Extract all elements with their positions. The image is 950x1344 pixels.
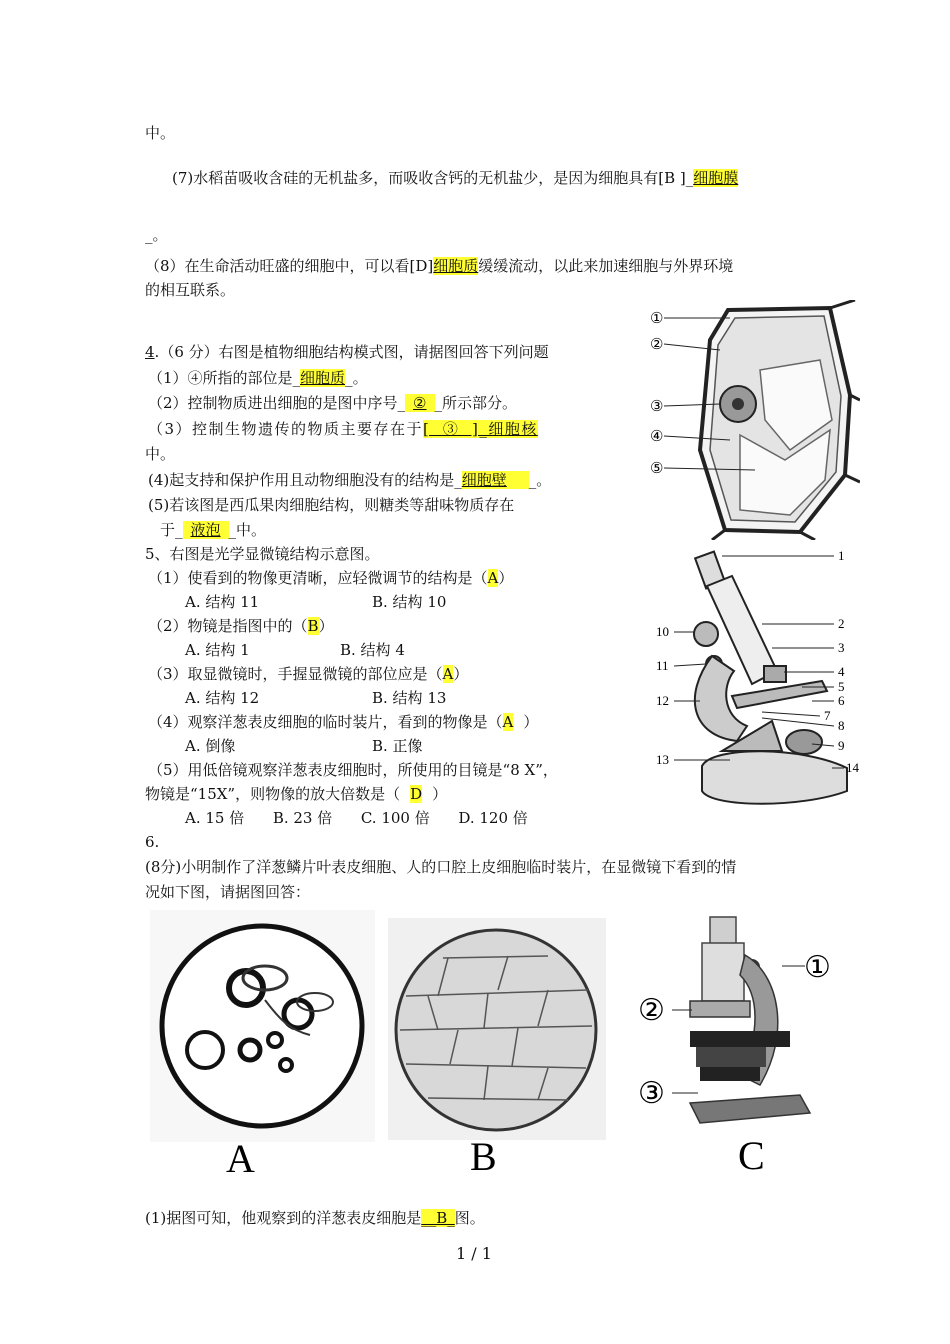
q5-s1-post: ） (498, 569, 514, 587)
q5-s4-post: ） (523, 713, 539, 731)
q5-s1-opt-b: B. 结构 10 (372, 593, 447, 611)
q4-s3-answer: [ ③ ]_细胞核 (423, 420, 538, 438)
q6-s1 (145, 1208, 485, 1228)
scope-label-9: 9 (838, 738, 845, 753)
q4-head-text: .（6 分）右图是植物细胞结构模式图，请据图回答下列问题 (154, 343, 549, 361)
q5-s4-opt-b: B. 正像 (372, 737, 423, 755)
figure-a-cheek-cells (150, 910, 375, 1180)
q5-s3-text: （3）取显微镜时，手握显微镜的部位应是（ (148, 665, 443, 683)
q6-s1-answer: __B_ (421, 1209, 455, 1227)
scope-label-2: 2 (838, 616, 845, 631)
cell-label-4: ④ (650, 429, 664, 445)
intro-tail: 中。 (145, 124, 176, 142)
q6-s1-text: (1)据图可知，他观察到的洋葱表皮细胞是 (145, 1209, 422, 1227)
q5-s5-line2 (145, 784, 447, 804)
q4-s2-post: _所示部分。 (434, 394, 518, 412)
q4-s2-text: （2）控制物质进出细胞的是图中序号_ (148, 394, 406, 412)
cell-label-2: ② (650, 337, 664, 353)
q4-s3 (148, 419, 538, 439)
q5-s4 (148, 712, 538, 732)
q5-s5-answer: D (410, 785, 423, 803)
stage (732, 681, 827, 708)
q5-s4-text: （4）观察洋葱表皮细胞的临时装片，看到的物像是（ (148, 713, 503, 731)
q4-number: 4 (145, 343, 155, 361)
objective (764, 666, 786, 682)
q5-heading: 5、右图是光学显微镜结构示意图。 (145, 545, 380, 563)
q5-s5-options: A. 15 倍 B. 23 倍 C. 100 倍 D. 120 倍 (185, 809, 528, 827)
scope-label-10: 10 (656, 624, 669, 639)
q4-s1-post: _。 (345, 369, 368, 387)
q8-answer: 细胞质 (433, 257, 479, 275)
q4-s5-line1: (5)若该图是西瓜果肉细胞结构，则糖类等甜味物质存在 (148, 496, 515, 514)
q6-line1: (8分)小明制作了洋葱鳞片叶表皮细胞、人的口腔上皮细胞临时装片，在显微镜下看到的情 (145, 858, 737, 876)
q4-s1 (148, 368, 368, 388)
figure-c-microscope (630, 915, 850, 1177)
q5-s1-text: （1）使看到的物像更清晰，应轻微调节的结构是（ (148, 569, 488, 587)
q4-s1-text: （1）④所指的部位是_ (148, 369, 301, 387)
q8-text-pre: （8）在生命活动旺盛的细胞中，可以看[D] (145, 257, 434, 275)
page-number: 1 / 1 (456, 1244, 492, 1263)
q5-s1 (148, 568, 513, 588)
figure-b-label: B (470, 1134, 497, 1178)
q4-s4 (148, 470, 551, 490)
q4-s4-post: _。 (528, 471, 552, 489)
q4-s5-post: _中。 (228, 521, 267, 539)
coarse-adjust (694, 622, 718, 646)
scope-label-8: 8 (838, 718, 845, 733)
q5-s5-text: 物镜是“15X”，则物像的放大倍数是（ (145, 785, 401, 803)
figure-c-label-3: ③ (638, 1077, 665, 1110)
scope-label-14: 14 (846, 760, 859, 775)
q5-s1-answer: A (487, 569, 499, 587)
q5-s2-post: ） (318, 617, 334, 635)
q4-s5-answer: 液泡 (183, 521, 229, 539)
c-barrel (702, 943, 744, 1001)
scope-label-4: 4 (838, 664, 845, 679)
plant-cell-figure (640, 300, 860, 540)
q5-s5-post: ） (432, 785, 448, 803)
cell-label-5: ⑤ (650, 461, 664, 477)
scope-label-5: 5 (838, 679, 845, 694)
scope-label-13: 13 (656, 752, 669, 767)
figure-c-label-2: ② (638, 994, 665, 1027)
q6-s1-post: 图。 (454, 1209, 485, 1227)
figure-a-label: A (226, 1136, 255, 1180)
q8-line1 (145, 256, 733, 276)
scope-label-6: 6 (838, 693, 845, 708)
q4-heading (145, 342, 549, 362)
q5-s3-answer: A (442, 665, 454, 683)
q8-text-post: 缓缓流动，以此来加速细胞与外界环境 (478, 257, 734, 275)
q5-s2-text: （2）物镜是指图中的（ (148, 617, 308, 635)
cell-label-3: ③ (650, 399, 664, 415)
figure-c-label: C (738, 1133, 765, 1177)
microscope-figure (652, 546, 862, 808)
scope-label-3: 3 (838, 640, 845, 655)
q5-s2-opt-b: B. 结构 4 (340, 641, 405, 659)
q8-line2: 的相互联系。 (145, 281, 236, 299)
q5-s5-line1: （5）用低倍镜观察洋葱表皮细胞时，所使用的目镜是“8 X”， (148, 761, 558, 779)
q5-s4-opt-a: A. 倒像 (185, 737, 236, 755)
q7-tail: _。 (145, 226, 168, 244)
scope-label-7: 7 (824, 708, 831, 723)
q7-text: (7)水稻苗吸收含硅的无机盐多，而吸收含钙的无机盐少，是因为细胞具有[B ]_ (172, 169, 694, 187)
figure-b-onion-cells (388, 918, 606, 1178)
q4-s2 (148, 393, 517, 413)
q5-s3-opt-b: B. 结构 13 (372, 689, 447, 707)
q4-s3-text: （3）控制生物遗传的物质主要存在于 (148, 420, 424, 438)
q5-s3-post: ） (453, 665, 469, 683)
q5-s4-answer: A (502, 713, 514, 731)
q7-line (172, 168, 738, 188)
mirror (786, 730, 822, 754)
q5-s2 (148, 616, 334, 636)
scope-label-11: 11 (656, 658, 669, 673)
cell-label-1: ① (650, 311, 664, 327)
q4-s1-answer: 细胞质 (300, 369, 346, 387)
scope-label-12: 12 (656, 693, 669, 708)
c-eyepiece (710, 917, 736, 945)
q4-s5-line2 (160, 520, 266, 540)
q6-line2: 况如下图，请据图回答： (145, 883, 311, 901)
q5-s3-opt-a: A. 结构 12 (185, 689, 260, 707)
q5-s1-opt-a: A. 结构 11 (185, 593, 260, 611)
q4-s4-answer: 细胞壁 (462, 471, 529, 489)
q4-s2-answer: ② (405, 394, 434, 412)
base (702, 751, 847, 804)
q5-s3 (148, 664, 468, 684)
figure-c-label-1: ① (804, 951, 831, 984)
q5-s2-opt-a: A. 结构 1 (185, 641, 250, 659)
c-nosepiece (690, 1001, 750, 1017)
q4-s4-text: (4)起支持和保护作用且动物细胞没有的结构是_ (148, 471, 462, 489)
q5-s2-answer: B (307, 617, 319, 635)
scope-label-1: 1 (838, 548, 845, 563)
q7-answer: 细胞膜 (693, 169, 739, 187)
q4-s5-text: 于_ (160, 521, 183, 539)
q4-s3-tail: 中。 (145, 445, 176, 463)
q6-number: 6. (145, 833, 160, 851)
